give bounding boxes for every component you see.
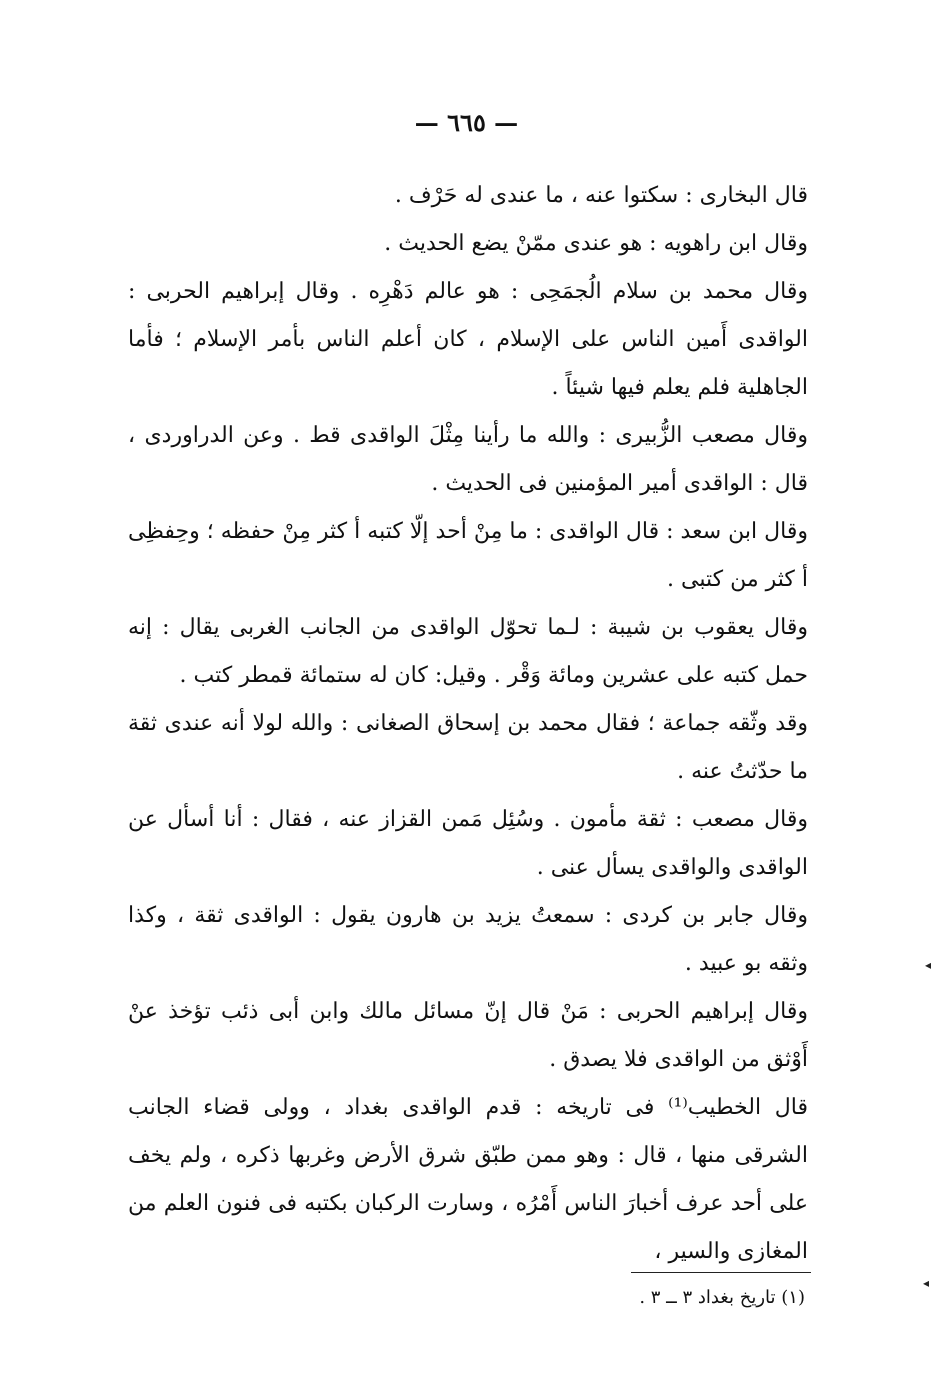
paragraph: وقال ابن راهويه : هو عندى ممّنْ يضع الحديث .: [384, 231, 808, 256]
footnote-rule: [631, 1272, 811, 1273]
page-number: — ٦٦٥ —: [414, 108, 519, 137]
paragraph: وقال ابن سعد : قال الواقدى : ما مِنْ أحد إلّا كتبه أ كثر مِنْ حفظه ؛ وحِفظِى أ كثر من كتبى .: [128, 519, 808, 592]
paragraph: وقال محمد بن سلام الُجمَحِى : هو عالم دَهْرِه . وقال إبراهيم الحربى : الواقدى أَمين الناس على الإسلام ، كان أعلم الناس بأمر الإسلام ؛ فأما الجاهلية فلم يعلم فيها شيئاً .: [128, 279, 808, 400]
footnote: (١) تاريخ بغداد ٣ ــ ٣ .: [639, 1287, 805, 1308]
paragraph: وقال مصعب : ثقة مأمون . وسُئِل مَمن القزاز عنه ، فقال : أنا أسأل عن الواقدى والواقدى يسأل عنى .: [128, 807, 808, 880]
main-text: [128, 172, 808, 1276]
paragraph: وقال جابر بن كردى : سمعتُ يزيد بن هارون يقول : الواقدى ثقة ، وكذا وثقه بو عبيد .: [128, 903, 808, 976]
margin-mark: ◂: [922, 1276, 929, 1290]
paragraph: قال الخطيب⁽¹⁾ فى تاريخه : قدم الواقدى بغداد ، وولى قضاء الجانب الشرقى منها ، قال : وهو ممن طبّق شرق الأرض وغربها ذكره ، ولم يخف على أحد عرف أخبارَ الناس أَمْرُه ، وسارت الركبان بكتبه فى فنون العلم من المغازى والسير ،: [128, 1095, 809, 1264]
paragraph: وقال إبراهيم الحربى : مَنْ قال إنّ مسائل مالك وابن أبى ذئب تؤخذ عنْ أَوْثق من الواقدى فلا يصدق .: [128, 999, 808, 1072]
margin-mark: ◂: [924, 958, 931, 972]
paragraph: وقال مصعب الزُّبيرى : والله ما رأينا مِثْلَ الواقدى قط . وعن الدراوردى ، قال : الواقدى أمير المؤمنين فى الحديث .: [128, 423, 808, 496]
paragraph: وقال يعقوب بن شيبة : لـما تحوّل الواقدى من الجانب الغربى يقال : إنه حمل كتبه على عشرين ومائة وَقْر . وقيل: كان له ستمائة قمطر كتب .: [128, 615, 808, 688]
paragraph: قال البخارى : سكتوا عنه ، ما عندى له حَرْف .: [394, 183, 808, 208]
paragraph: وقد وثّقه جماعة ؛ فقال محمد بن إسحاق الصغانى : والله لولا أنه عندى ثقة ما حدّثتُ عنه .: [128, 711, 808, 784]
